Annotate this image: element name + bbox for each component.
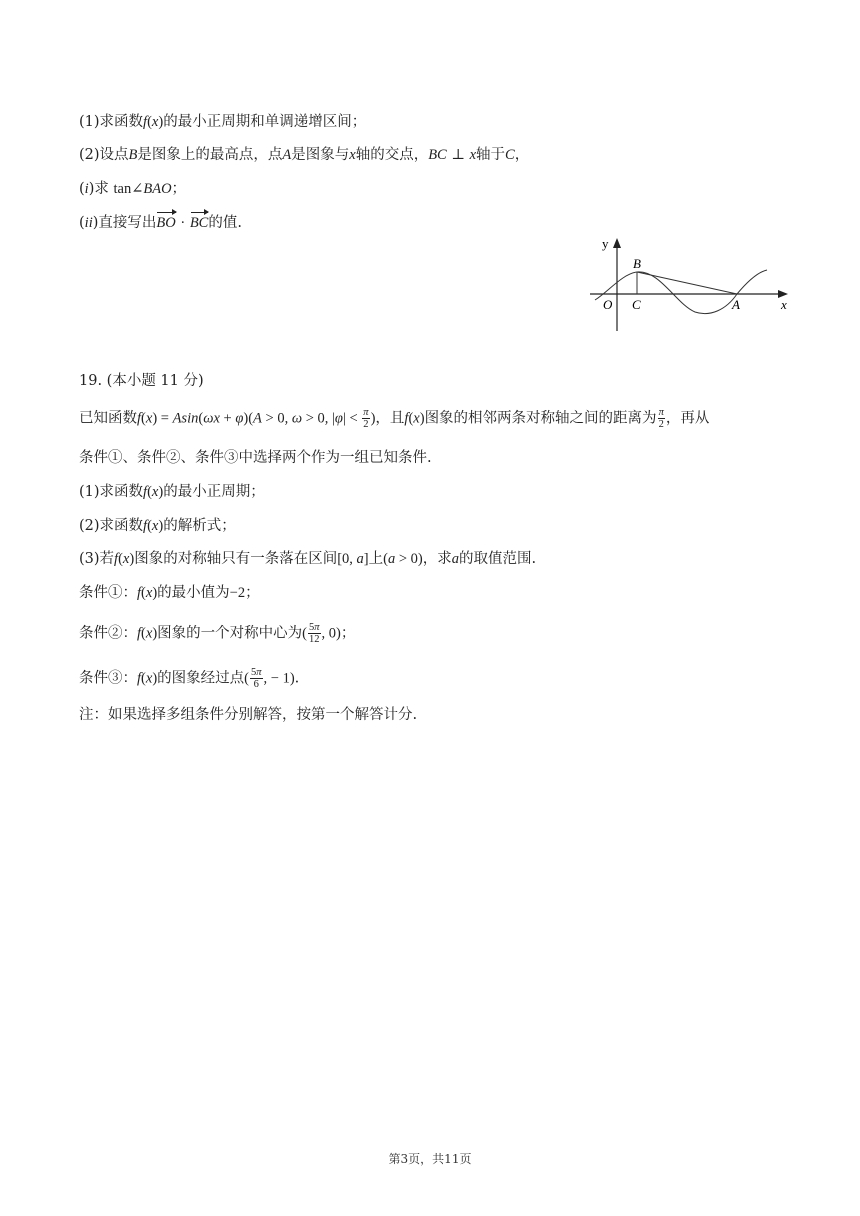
x-axis-label: x	[781, 297, 787, 312]
page-footer: 第3页，共11页	[388, 1152, 472, 1166]
point-o-label: O	[603, 297, 613, 312]
q18-part2i: (i)求 tan∠BAO；	[79, 181, 187, 197]
q19-header: 19. (本小题 11 分)	[79, 373, 204, 389]
q19-condition3: 条件③：f(x)的图象经过点( $\frac{5\pi}{6}$ , − 1).	[79, 667, 300, 690]
sine-curve	[595, 270, 767, 314]
q19-stem-line2: 条件①、条件②、条件③中选择两个作为一组已知条件.	[79, 450, 432, 466]
q18-part2: (2)设点B是图象上的最高点，点A是图象与x轴的交点，BC ⊥ x轴于C，	[79, 147, 530, 163]
point-b-label: B	[633, 256, 641, 271]
q19-part1: (1)求函数f(x)的最小正周期；	[79, 484, 265, 500]
point-a-label: A	[732, 297, 740, 312]
q19-condition2: 条件②：f(x)图象的一个对称中心为( $\frac{5\pi}{12}$ , 0)；	[79, 622, 356, 645]
sine-graph-figure	[590, 234, 795, 338]
point-c-label: C	[632, 297, 641, 312]
q18-part1: (1)求函数f(x)的最小正周期和单调递增区间；	[79, 114, 367, 130]
y-axis-label: y	[602, 236, 609, 251]
q19-part3: (3)若f(x)图象的对称轴只有一条落在区间[0, a]上(a > 0)，求a的取值范围.	[79, 551, 537, 567]
y-axis-arrow	[613, 238, 621, 248]
q19-stem-line1: 已知函数f(x) = Asin(ωx + φ)(A > 0, ω > 0, |φ| < $\frac{\pi}{2}$ )，且f(x)图象的相邻两条对称轴之间的距离为 $\frac{\pi}{2}$ ，再从	[79, 407, 710, 430]
q18-part2ii: (ii)直接写出BO · BC的值.	[79, 215, 242, 231]
segment-ba	[637, 272, 737, 294]
sine-graph-svg	[590, 234, 795, 334]
q19-note: 注：如果选择多组条件分别解答，按第一个解答计分.	[79, 707, 418, 723]
q19-part2: (2)求函数f(x)的解析式；	[79, 518, 236, 534]
q19-condition1: 条件①：f(x)的最小值为−2；	[79, 585, 260, 601]
